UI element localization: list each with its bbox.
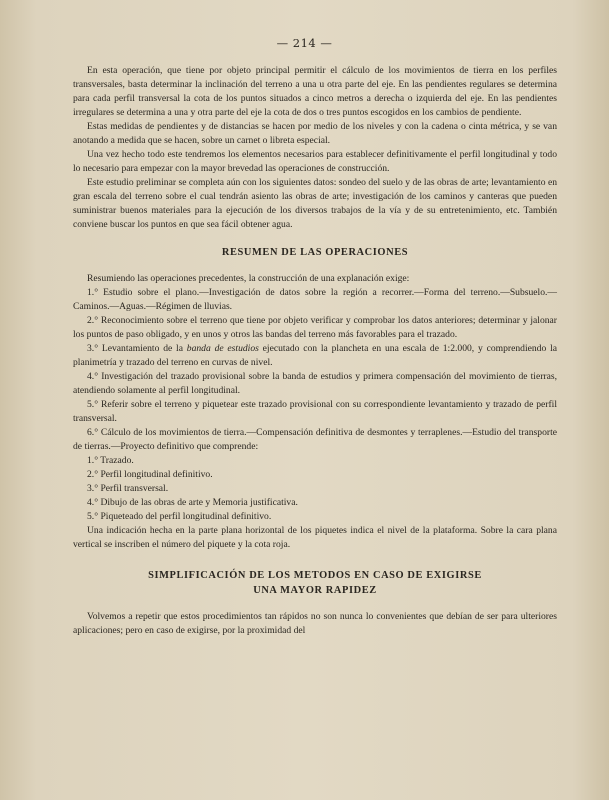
sub-list-item <box>73 468 557 482</box>
list-item <box>73 342 557 370</box>
list-item <box>73 314 557 342</box>
intro-paragraph-4: Este estudio preliminar se completa aún con los siguientes datos: sondeo del suelo y de las obras de arte; levantamiento en gran escala del terreno sobre el cual tendrán asiento las obras de arte; investigación de los caminos y canteras que pueden suministrar buenos materiales para la ejecución de los diversos trabajos de la vía y de su entretenimiento, etc. También conviene buscar los puntos en que sea fácil obtener agua. <box>73 177 557 230</box>
section-heading-simplificacion <box>73 568 557 598</box>
sub-list-item-number: 3.° <box>87 483 99 494</box>
sub-list-item-number: 4.° <box>87 497 99 508</box>
list-item <box>73 286 557 314</box>
list-item-number: 6.° <box>87 427 99 438</box>
list-item-number: 2.° <box>87 315 99 326</box>
section-heading-resumen: RESUMEN DE LAS OPERACIONES <box>221 247 409 258</box>
sub-list-item-number: 1.° <box>87 455 99 466</box>
list-item-text: Referir sobre el terreno y piquetear este trazado provisional con su correspondiente levantamiento y trazado de perfil transversal. <box>73 399 557 424</box>
sub-list-item-text: Perfil longitudinal definitivo. <box>100 469 213 480</box>
sub-list-item-number: 5.° <box>87 511 99 522</box>
sub-list-item <box>73 510 557 524</box>
list-item <box>73 370 557 398</box>
intro-paragraph-3: Una vez hecho todo este tendremos los elementos necesarios para establecer definitivamente el perfil longitudinal y todo lo necesario para empezar con la mayor brevedad las operaciones de construcción. <box>73 149 557 174</box>
list-item <box>73 426 557 454</box>
sub-list-item-text: Perfil transversal. <box>100 483 169 494</box>
sub-list-item-text: Piqueteado del perfil longitudinal definitivo. <box>100 511 272 522</box>
list-item-number: 3.° <box>87 343 99 354</box>
list-item-text: Investigación del trazado provisional sobre la banda de estudios y primera compensación del movimiento de tierras, atendiendo solamente al perfil longitudinal. <box>73 371 558 396</box>
list-item-number: 4.° <box>87 371 99 382</box>
list-item-text: Reconocimiento sobre el terreno que tiene por objeto verificar y comprobar los datos anteriores; determinar y jalonar los puntos de paso obligado, y en unos y otros las bandas del terreno más favorables para el trazado. <box>73 315 558 340</box>
section2-title-line1: SIMPLIFICACIÓN DE LOS METODOS EN CASO DE EXIGIRSE <box>148 570 482 581</box>
list-item-text: Estudio sobre el plano.—Investigación de datos sobre la región a recorrer.—Forma del terreno.—Subsuelo.—Caminos.—Aguas.—Régimen de lluvias. <box>73 287 557 312</box>
section1-closing: Una indicación hecha en la parte plana horizontal de los piquetes indica el nivel de la plataforma. Sobre la cara plana vertical se inscriben el número del piquete y la cota roja. <box>73 525 557 550</box>
intro-paragraph-1: En esta operación, que tiene por objeto principal permitir el cálculo de los movimientos de tierra en los perfiles transversales, basta determinar la inclinación del terreno a una u otra parte del eje. En las pendientes regulares se determina para cada perfil transversal la cota de los puntos situados a cinco metros a derecha o izquierda del eje. En las pendientes irregulares se determina a una y otra parte del eje la cota de dos o tres puntos escogidos en los cambios de pendiente. <box>73 65 557 118</box>
sub-list-item <box>73 454 557 468</box>
list-item-text-emphasis: banda de estudios <box>186 343 259 354</box>
intro-paragraph-2: Estas medidas de pendientes y de distancias se hacen por medio de los niveles y con la cadena o cinta métrica, y se van anotando a medida que se hacen, sobre un carnet o libreta especial. <box>73 121 557 146</box>
sub-list-item <box>73 496 557 510</box>
page-number: — 214 — <box>276 36 333 50</box>
list-item-number: 1.° <box>87 287 99 298</box>
section1-lead: Resumiendo las operaciones precedentes, la construcción de una explanación exige: <box>87 273 410 284</box>
sub-list-item-number: 2.° <box>87 469 99 480</box>
list-item-text-post: ejecutado con la plancheta en una escala de 1:2.000, y comprendiendo la planimetría y trazado del terreno en curvas de nivel. <box>73 343 557 368</box>
list-item-text: Cálculo de los movimientos de tierra.—Compensación definitiva de desmontes y terraplenes.—Estudio del transporte de tierras.—Proyecto definitivo que comprende: <box>73 427 557 452</box>
list-item <box>73 398 557 426</box>
sub-list-item <box>73 482 557 496</box>
list-item-number: 5.° <box>87 399 99 410</box>
list-item-text-pre: Levantamiento de la <box>101 343 187 354</box>
section2-title-line2: UNA MAYOR RAPIDEZ <box>253 585 377 596</box>
sub-list-item-text: Trazado. <box>100 455 134 466</box>
text-column <box>73 64 557 638</box>
section2-paragraph: Volvemos a repetir que estos procedimientos tan rápidos no son nunca lo convenientes que debían de ser para ulteriores aplicaciones; pero en caso de exigirse, por la proximidad del <box>73 611 557 636</box>
sub-list-item-text: Dibujo de las obras de arte y Memoria justificativa. <box>100 497 298 508</box>
